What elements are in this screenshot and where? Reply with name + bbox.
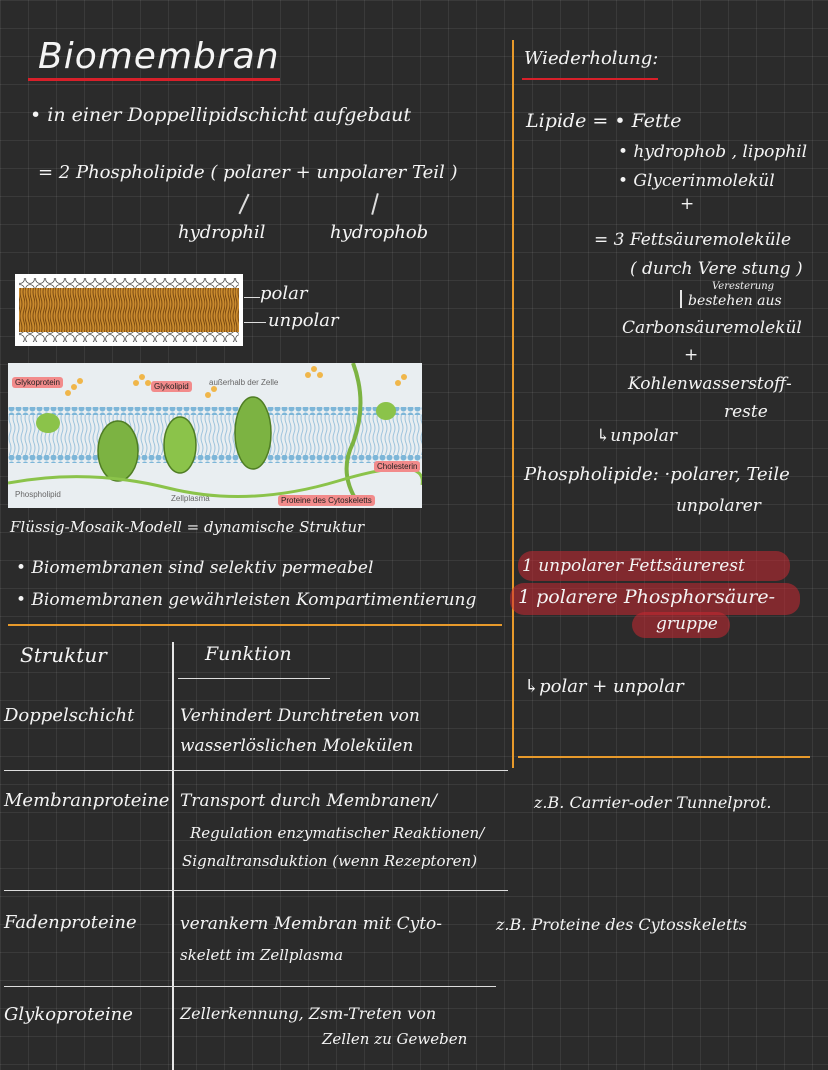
table-head-struktur: Struktur [20,643,107,667]
table-row-divider [4,986,496,987]
lipide-carbonsaeure: Carbonsäuremolekül [622,318,802,338]
lipide-fette: Lipide = • Fette [526,110,682,132]
lipide-fettsaeure: = 3 Fettsäuremoleküle [594,230,792,250]
phospholipide-unpolarer: unpolarer [676,496,761,516]
label-polar: polar [260,283,308,304]
page-title: Biomembran [38,36,280,77]
lipide-plus-1: + [680,194,695,214]
phospholipide-equation: = 2 Phospholipide ( polarer + unpolarer Teil ) [38,162,458,183]
fig-label-proteine-cytoskelett: Proteine des Cytoskeletts [278,495,375,506]
table-row-divider [4,770,508,771]
bilayer-drawing [15,274,243,346]
tick-hydrophob [371,193,379,215]
lipide-hydrophob: • hydrophob , lipophil [618,142,808,162]
note-cytoskelett: z.B. Proteine des Cytosskeletts [496,915,747,934]
hl-fettsaeurerest: 1 unpolarer Fettsäurerest [522,556,745,576]
phospholipide-line: Phospholipide: ·polarer, Teile [524,464,790,485]
note-carrier-tunnelprot: z.B. Carrier-oder Tunnelprot. [534,793,772,812]
lipide-kohlenwasserstoff: Kohlenwasserstoff- [628,374,792,394]
wiederholung-heading: Wiederholung: [524,48,659,69]
title-underline [28,78,280,81]
lipide-plus-2: + [684,345,699,365]
fig-label-ausserhalb: außerhalb der Zelle [209,378,279,387]
hl-phosphorsaeure: 1 polarere Phosphorsäure- [518,586,776,608]
vertical-divider [512,40,514,768]
wiederholung-underline [522,78,658,80]
lipide-bar [680,290,682,308]
label-hydrophob: hydrophob [330,222,429,243]
table-row-funktion-line1: Verhindert Durchtreten von [180,706,420,726]
bilayer-figure [15,274,243,346]
table-row-funktion-line3: Signaltransduktion (wenn Rezeptoren) [182,852,478,870]
bullet-selektiv-permeabel: • Biomembranen sind selektiv permeabel [16,558,374,578]
phospholipide-polar-unpolar: ↳polar + unpolar [524,676,684,697]
hl-gruppe: gruppe [656,614,718,634]
pointer-unpolar [244,322,266,323]
table-row-divider [4,890,508,891]
lipide-veresterung-note: Veresterung [712,281,775,292]
table-head-funktion: Funktion [205,643,292,665]
table-row-funktion-line2: skelett im Zellplasma [180,946,344,964]
table-row-funktion-line1: Transport durch Membranen/ [180,791,438,811]
fig-label-zellplasma: Zellplasma [171,494,210,503]
table-head-underline [178,678,330,679]
tick-hydrophil [238,194,249,215]
table-row-struktur: Glykoproteine [4,1004,133,1025]
bullet-doppellipid: • in einer Doppellipidschicht aufgebaut [30,104,412,126]
table-row-struktur: Doppelschicht [4,705,135,726]
table-row-struktur: Fadenproteine [4,912,137,933]
lipide-veresterung: ( durch Vere stung ) [630,259,803,279]
lipide-bestehen-aus: bestehen aus [688,293,782,309]
table-row-funktion-line2: Regulation enzymatischer Reaktionen/ [190,824,485,842]
lipide-glycerin: • Glycerinmolekül [618,171,775,191]
section-divider [8,624,502,626]
table-vertical-line [172,642,174,1070]
right-divider [518,756,810,758]
fig-label-phospholipid: Phospholipid [15,490,61,499]
fig-label-cholesterin: Cholesterin [374,461,420,472]
label-unpolar: unpolar [268,310,339,331]
lipide-reste: reste [724,402,768,422]
label-hydrophil: hydrophil [178,222,266,243]
fluessig-mosaik-modell: Flüssig-Mosaik-Modell = dynamische Struktur [10,518,365,536]
table-row-funktion-line2: wasserlöslichen Molekülen [180,736,414,756]
table-row-funktion-line1: Zellerkennung, Zsm-Treten von [180,1004,437,1023]
fig-label-glykolipid: Glykolipid [151,381,192,392]
pointer-polar [244,297,260,298]
table-row-funktion-line1: verankern Membran mit Cyto- [180,914,443,934]
lipide-unpolar: ↳unpolar [596,426,677,446]
table-row-struktur: Membranproteine [4,790,170,811]
bullet-kompartimentierung: • Biomembranen gewährleisten Kompartimentierung [16,590,477,610]
fig-label-glykoprotein: Glykoprotein [12,377,63,388]
fluid-mosaic-figure [8,363,422,508]
table-row-funktion-line2: Zellen zu Geweben [322,1030,468,1048]
